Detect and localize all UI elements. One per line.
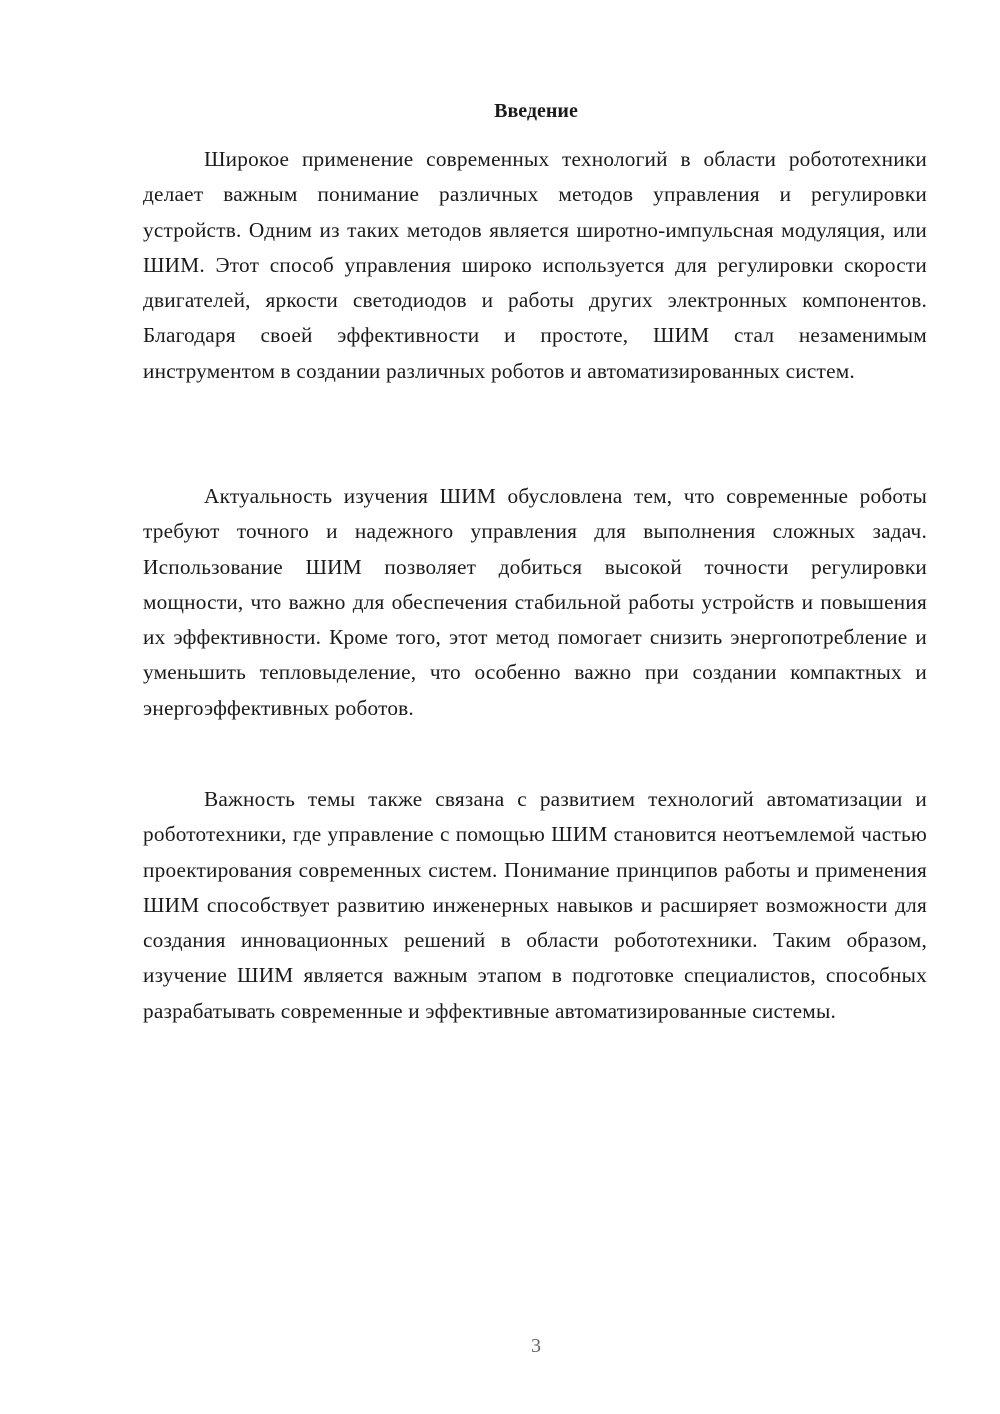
paragraph-2: Актуальность изучения ШИМ обусловлена тем, что современные роботы требуют точного и надежного управления для выполнения сложных задач. Использование ШИМ позволяет добиться высокой точности регулировки мощности, что важно для обеспечения стабильной работы устройств и повышения их эффективности. Кроме того, этот метод помогает снизить энергопотребление и уменьшить тепловыделение, что особенно важно при создании компактных и энергоэффективных роботов.: [143, 484, 927, 720]
paragraph-3: Важность темы также связана с развитием технологий автоматизации и робототехники, где управление с помощью ШИМ становится неотъемлемой частью проектирования современных систем. Понимание принципов работы и применения ШИМ способствует развитию инженерных навыков и расширяет возможности для создания инновационных решений в области робототехники. Таким образом, изучение ШИМ является важным этапом в подготовке специалистов, способных разрабатывать современные и эффективные автоматизированные системы.: [143, 787, 927, 1023]
paragraph-1: Широкое применение современных технологий в области робототехники делает важным понимание различных методов управления и регулировки устройств. Одним из таких методов является широтно-импульсная модуляция, или ШИМ. Этот способ управления широко используется для регулировки скорости двигателей, яркости светодиодов и работы других электронных компонентов. Благодаря своей эффективности и простоте, ШИМ стал незаменимым инструментом в создании различных роботов и автоматизированных систем.: [143, 147, 927, 383]
page-number: 3: [531, 1335, 541, 1357]
section-heading: Введение: [494, 100, 578, 122]
